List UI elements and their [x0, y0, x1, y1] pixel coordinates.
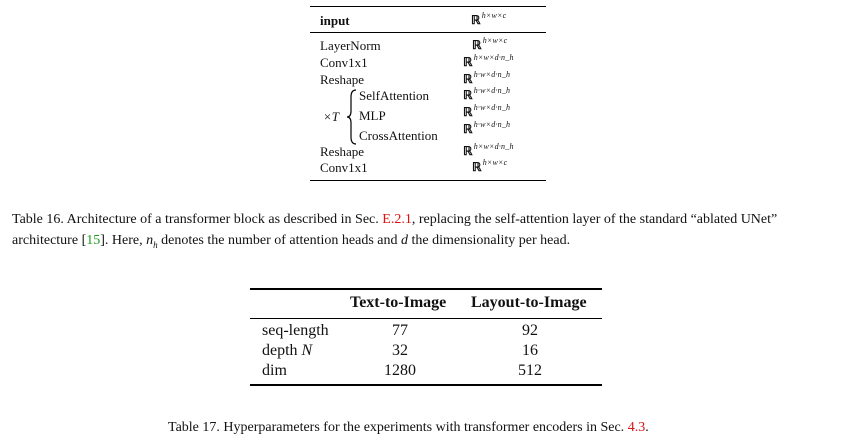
row-dim: ℝ$^{h\cdot w\times d\cdot n\_h}$	[463, 120, 511, 136]
table-top-rule	[250, 288, 602, 290]
row-label: seq-length	[262, 322, 329, 339]
table-mid-rule	[250, 318, 602, 319]
table16-caption	[12, 209, 842, 256]
column-header: Text-to-Image	[350, 294, 447, 311]
section-link[interactable]: 4.3	[627, 420, 646, 435]
lti-value: 512	[518, 362, 542, 379]
caption-text: , replacing the self-attention layer of the standard “ablated UNet”	[411, 212, 778, 227]
caption-text: .	[645, 420, 649, 435]
caption-text: ]. Here,	[100, 233, 147, 248]
row-label: Reshape	[320, 72, 365, 87]
table17-caption	[168, 417, 649, 438]
row-label: SelfAttention	[359, 88, 430, 103]
column-header: Layout-to-Image	[471, 294, 587, 311]
caption-text: Table 17. Hyperparameters for the experiments with transformer encoders in Sec.	[168, 420, 628, 435]
row-label: MLP	[359, 108, 386, 123]
math-var: d	[400, 233, 408, 248]
row-label: Conv1x1	[320, 160, 368, 175]
math-subscript: h	[153, 239, 158, 250]
section-link[interactable]: E.2.1	[382, 212, 412, 227]
row-label: Conv1x1	[320, 55, 368, 70]
row-dim: ℝ$^{h\times w\times c}$	[472, 158, 508, 174]
header-input-dim: ℝ$^{h\times w\times c}$	[471, 11, 507, 27]
row-dim: ℝ$^{h\times w\times d\cdot n\_h}$	[463, 53, 514, 69]
architecture-table	[310, 6, 546, 182]
caption-text: the dimensionality per head.	[407, 233, 571, 248]
tti-value: 1280	[384, 362, 416, 379]
table-bottom-rule	[310, 180, 546, 181]
lti-value: 92	[522, 322, 538, 339]
row-label: CrossAttention	[359, 128, 438, 143]
row-label: LayerNorm	[320, 38, 381, 53]
header-input-label: input	[320, 13, 350, 28]
row-label: depth N	[262, 342, 313, 359]
table-top-rule	[310, 6, 546, 7]
left-brace	[347, 89, 357, 145]
row-dim: ℝ$^{h\cdot w\times d\cdot n\_h}$	[463, 70, 511, 86]
citation-link[interactable]: 15	[86, 233, 101, 248]
row-dim: ℝ$^{h\times w\times d\cdot n\_h}$	[463, 142, 514, 158]
row-dim: ℝ$^{h\cdot w\times d\cdot n\_h}$	[463, 103, 511, 119]
table-mid-rule	[310, 32, 546, 33]
row-label: Reshape	[320, 144, 365, 159]
caption-line	[12, 230, 842, 256]
repeat-multiplier: ×T	[323, 109, 340, 124]
caption-line	[12, 209, 842, 230]
caption-text: Table 16. Architecture of a transformer block as described in Sec.	[12, 212, 383, 227]
row-label: dim	[262, 362, 287, 379]
lti-value: 16	[522, 342, 538, 359]
row-dim: ℝ$^{h\times w\times c}$	[472, 36, 508, 52]
caption-text: denotes the number of attention heads and	[157, 233, 401, 248]
hyperparameter-table	[250, 288, 602, 386]
row-dim: ℝ$^{h\cdot w\times d\cdot n\_h}$	[463, 86, 511, 102]
caption-text: architecture [	[12, 233, 87, 248]
math-var: n	[146, 233, 154, 248]
tti-value: 77	[392, 322, 408, 339]
table-bottom-rule	[250, 384, 602, 386]
tti-value: 32	[392, 342, 408, 359]
